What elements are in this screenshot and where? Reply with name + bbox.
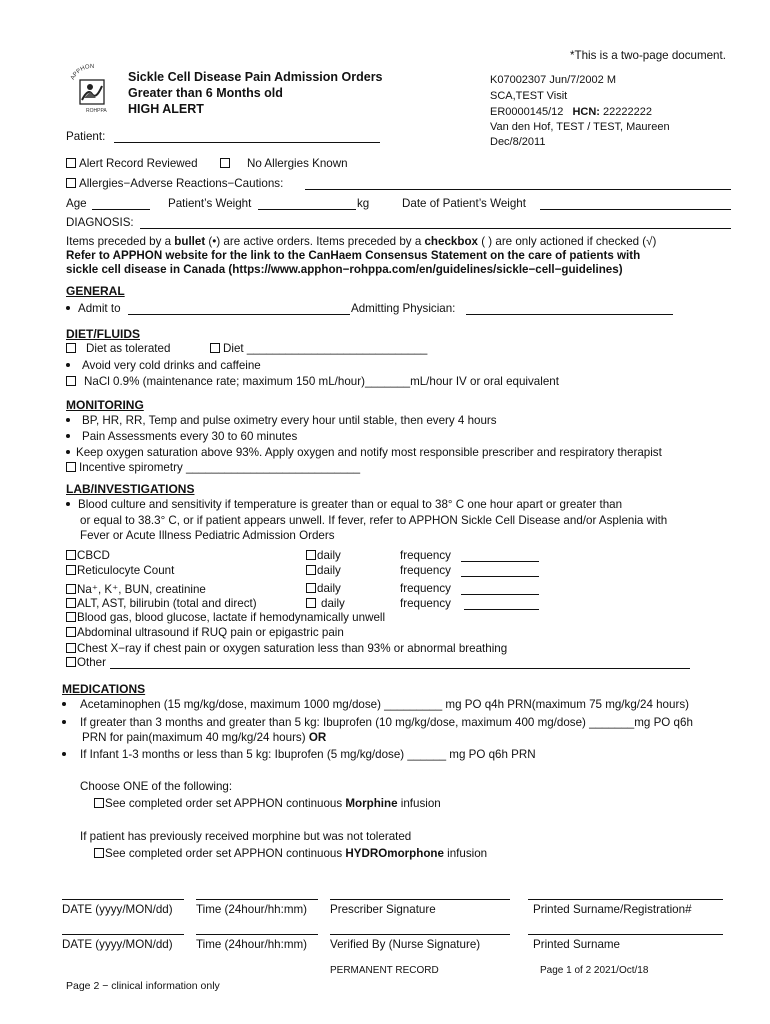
date-weight-field[interactable]	[540, 209, 731, 210]
sticker-er-number: ER0000145/12	[490, 106, 564, 118]
checkbox[interactable]	[306, 565, 316, 575]
morphine-check[interactable]: See completed order set APPHON continuous Morphine infusion	[94, 797, 441, 810]
admit-to-field[interactable]	[128, 314, 350, 315]
checkbox[interactable]	[66, 584, 76, 594]
test-electrolytes-frequency: frequency	[400, 582, 451, 595]
sig-line[interactable]	[528, 934, 723, 935]
test-blood-gas[interactable]: Blood gas, blood glucose, lactate if hemodynamically unwell	[66, 611, 385, 624]
checkbox[interactable]	[66, 643, 76, 653]
prescriber-signature-label: Prescriber Signature	[330, 903, 436, 916]
diagnosis-label: DIAGNOSIS:	[66, 216, 134, 229]
logo-text-top: APPHON	[69, 63, 95, 82]
printed-surname-label: Printed Surname	[533, 938, 620, 951]
test-other-field[interactable]	[110, 668, 690, 669]
test-retic-frequency-field[interactable]	[461, 576, 539, 577]
date-label-1: DATE (yyyy/MON/dd)	[62, 903, 173, 916]
form-title-line3: HIGH ALERT	[128, 102, 204, 116]
test-retic[interactable]: Reticulocyte Count	[66, 564, 174, 577]
sticker-hcn-label: HCN:	[572, 106, 600, 118]
allergies-field[interactable]	[305, 189, 731, 190]
monitoring-item-3: Keep oxygen saturation above 93%. Apply oxygen and notify most responsible prescriber and respiratory therapist	[66, 446, 662, 459]
apphon-logo-graphic	[64, 58, 120, 114]
checkbox[interactable]	[66, 158, 76, 168]
test-electrolytes-daily[interactable]: daily	[306, 582, 341, 595]
sticker-line2: SCA,TEST Visit	[490, 90, 568, 102]
permanent-record: PERMANENT RECORD	[330, 965, 439, 976]
incentive-spirometry-check[interactable]: Incentive spirometry ___________________________	[66, 461, 360, 474]
page-number: Page 1 of 2 2021/Oct/18	[540, 965, 649, 976]
printed-surname-registration-label: Printed Surname/Registration#	[533, 903, 692, 916]
instructions-line2: Refer to APPHON website for the link to the CanHaem Consensus Statement on the care of patients with	[66, 249, 641, 262]
age-label: Age	[66, 197, 87, 210]
diet-heading: DIET/FLUIDS	[66, 327, 140, 341]
checkbox[interactable]	[94, 848, 104, 858]
test-cbcd-daily[interactable]: daily	[306, 549, 341, 562]
sig-line[interactable]	[196, 899, 318, 900]
date-label-2: DATE (yyyy/MON/dd)	[62, 938, 173, 951]
admit-to-item: Admit to	[66, 302, 121, 315]
bullet	[62, 702, 66, 706]
checkbox[interactable]	[66, 657, 76, 667]
test-retic-daily[interactable]: daily	[306, 564, 341, 577]
checkbox[interactable]	[94, 798, 104, 808]
hydromorphone-check[interactable]: See completed order set APPHON continuous HYDROmorphone infusion	[94, 847, 487, 860]
test-liver-daily[interactable]: daily	[306, 597, 345, 610]
test-liver-frequency-field[interactable]	[464, 609, 539, 610]
nacl-check[interactable]: NaCl 0.9% (maintenance rate; maximum 150 mL/hour)_______mL/hour IV or oral equivalent	[66, 375, 559, 388]
form-title-line1: Sickle Cell Disease Pain Admission Orders	[128, 70, 383, 84]
time-label-2: Time (24hour/hh:mm)	[196, 938, 308, 951]
test-liver[interactable]: ALT, AST, bilirubin (total and direct)	[66, 597, 257, 610]
blood-culture-item: Blood culture and sensitivity if temperature is greater than or equal to 38° C one hour apart or greater than	[66, 498, 622, 511]
sticker-line4: Van den Hof, TEST / TEST, Maureen	[490, 121, 670, 133]
test-other[interactable]: Other	[66, 656, 106, 669]
test-cbcd-frequency-field[interactable]	[461, 561, 539, 562]
sig-line[interactable]	[528, 899, 723, 900]
lab-heading: LAB/INVESTIGATIONS	[66, 482, 195, 496]
instructions-line1: Items preceded by a bullet (•) are active orders. Items preceded by a checkbox ( ) are only actioned if checked (√)	[66, 235, 657, 248]
page2-note: Page 2 − clinical information only	[66, 980, 220, 992]
avoid-cold-item: Avoid very cold drinks and caffeine	[66, 359, 261, 372]
kg-label: kg	[357, 197, 370, 210]
test-electrolytes-frequency-field[interactable]	[461, 594, 539, 595]
ibuprofen-item: If greater than 3 months and greater than 5 kg: Ibuprofen (10 mg/kg/dose, maximum 400 mg/dose) _______mg PO q6h	[62, 716, 693, 729]
no-allergies-check[interactable]: No Allergies Known	[220, 157, 348, 170]
bullet	[66, 306, 70, 310]
bullet	[62, 752, 66, 756]
test-chest-xray[interactable]: Chest X−ray if chest pain or oxygen saturation less than 93% or abnormal breathing	[66, 642, 507, 655]
form-title-line2: Greater than 6 Months old	[128, 86, 283, 100]
weight-label: Patient’s Weight	[168, 197, 252, 210]
allergies-check[interactable]: Allergies−Adverse Reactions−Cautions:	[66, 177, 283, 190]
logo-text-side: ROHPPA	[86, 108, 107, 114]
blood-culture-line2: or equal to 38.3° C, or if patient appears unwell. If fever, refer to APPHON Sickle Cell Disease and/or Asplenia with	[80, 514, 668, 527]
nurse-signature-label: Verified By (Nurse Signature)	[330, 938, 481, 951]
checkbox[interactable]	[306, 598, 316, 608]
diet-as-tolerated-check[interactable]: Diet as tolerated	[66, 342, 170, 355]
sticker-line5: Dec/8/2011	[490, 136, 546, 148]
checkbox[interactable]	[66, 550, 76, 560]
apphon-logo	[64, 58, 120, 114]
instructions-line3: sickle cell disease in Canada (https://www.apphon−rohppa.com/en/guidelines/sickle−cell−guidelines)	[66, 263, 623, 276]
sig-line[interactable]	[196, 934, 318, 935]
checkbox[interactable]	[66, 343, 76, 353]
patient-field[interactable]	[114, 142, 380, 143]
diet-check[interactable]: Diet ____________________________	[210, 342, 427, 355]
date-weight-label: Date of Patient’s Weight	[402, 197, 526, 210]
sticker-line3	[490, 106, 652, 118]
age-field[interactable]	[92, 209, 150, 210]
test-liver-frequency: frequency	[400, 597, 451, 610]
checkbox[interactable]	[66, 178, 76, 188]
sticker-hcn-value: 22222222	[603, 106, 652, 118]
acetaminophen-item: Acetaminophen (15 mg/kg/dose, maximum 1000 mg/dose) _________ mg PO q4h PRN(maximum 75 mg/kg/24 hours)	[62, 698, 689, 711]
sig-line[interactable]	[330, 934, 510, 935]
physician-field[interactable]	[466, 314, 673, 315]
time-label-1: Time (24hour/hh:mm)	[196, 903, 308, 916]
diagnosis-field[interactable]	[140, 228, 731, 229]
weight-field[interactable]	[258, 209, 356, 210]
alert-record-check[interactable]: Alert Record Reviewed	[66, 157, 198, 170]
checkbox[interactable]	[220, 158, 230, 168]
sticker-line1: K07002307 Jun/7/2002 M	[490, 74, 616, 86]
two-page-note: *This is a two-page document.	[570, 49, 726, 62]
bullet	[66, 418, 70, 422]
test-abdominal-us[interactable]: Abdominal ultrasound if RUQ pain or epigastric pain	[66, 626, 344, 639]
patient-label: Patient:	[66, 130, 106, 143]
sig-line[interactable]	[330, 899, 510, 900]
checkbox[interactable]	[210, 343, 220, 353]
checkbox[interactable]	[306, 583, 316, 593]
checkbox[interactable]	[66, 565, 76, 575]
infant-ibuprofen-item: If Infant 1-3 months or less than 5 kg: Ibuprofen (5 mg/kg/dose) ______ mg PO q6h PRN	[62, 748, 536, 761]
monitoring-heading: MONITORING	[66, 398, 144, 412]
choose-one-label: Choose ONE of the following:	[80, 780, 233, 793]
physician-label: Admitting Physician:	[351, 302, 456, 315]
sig-line[interactable]	[62, 899, 184, 900]
checkbox[interactable]	[66, 627, 76, 637]
ibuprofen-line2: PRN for pain(maximum 40 mg/kg/24 hours) OR	[82, 731, 327, 744]
general-heading: GENERAL	[66, 284, 125, 298]
medications-heading: MEDICATIONS	[62, 682, 146, 696]
previous-morphine-label: If patient has previously received morphine but was not tolerated	[80, 830, 412, 843]
checkbox[interactable]	[66, 598, 76, 608]
monitoring-item-2: Pain Assessments every 30 to 60 minutes	[66, 430, 297, 443]
bullet	[66, 502, 70, 506]
test-cbcd-frequency: frequency	[400, 549, 451, 562]
monitoring-item-1: BP, HR, RR, Temp and pulse oximetry every hour until stable, then every 4 hours	[66, 414, 497, 427]
blood-culture-line3: Fever or Acute Illness Pediatric Admission Orders	[80, 529, 335, 542]
checkbox[interactable]	[66, 612, 76, 622]
test-cbcd[interactable]: CBCD	[66, 549, 110, 562]
bullet	[62, 720, 66, 724]
test-electrolytes[interactable]: Na⁺, K⁺, BUN, creatinine	[66, 582, 206, 596]
bullet	[66, 363, 70, 367]
sig-line[interactable]	[62, 934, 184, 935]
checkbox[interactable]	[66, 376, 76, 386]
bullet	[66, 434, 70, 438]
checkbox[interactable]	[66, 462, 76, 472]
svg-text:APPHON	[70, 64, 94, 81]
bullet	[66, 450, 70, 454]
checkbox[interactable]	[306, 550, 316, 560]
test-retic-frequency: frequency	[400, 564, 451, 577]
